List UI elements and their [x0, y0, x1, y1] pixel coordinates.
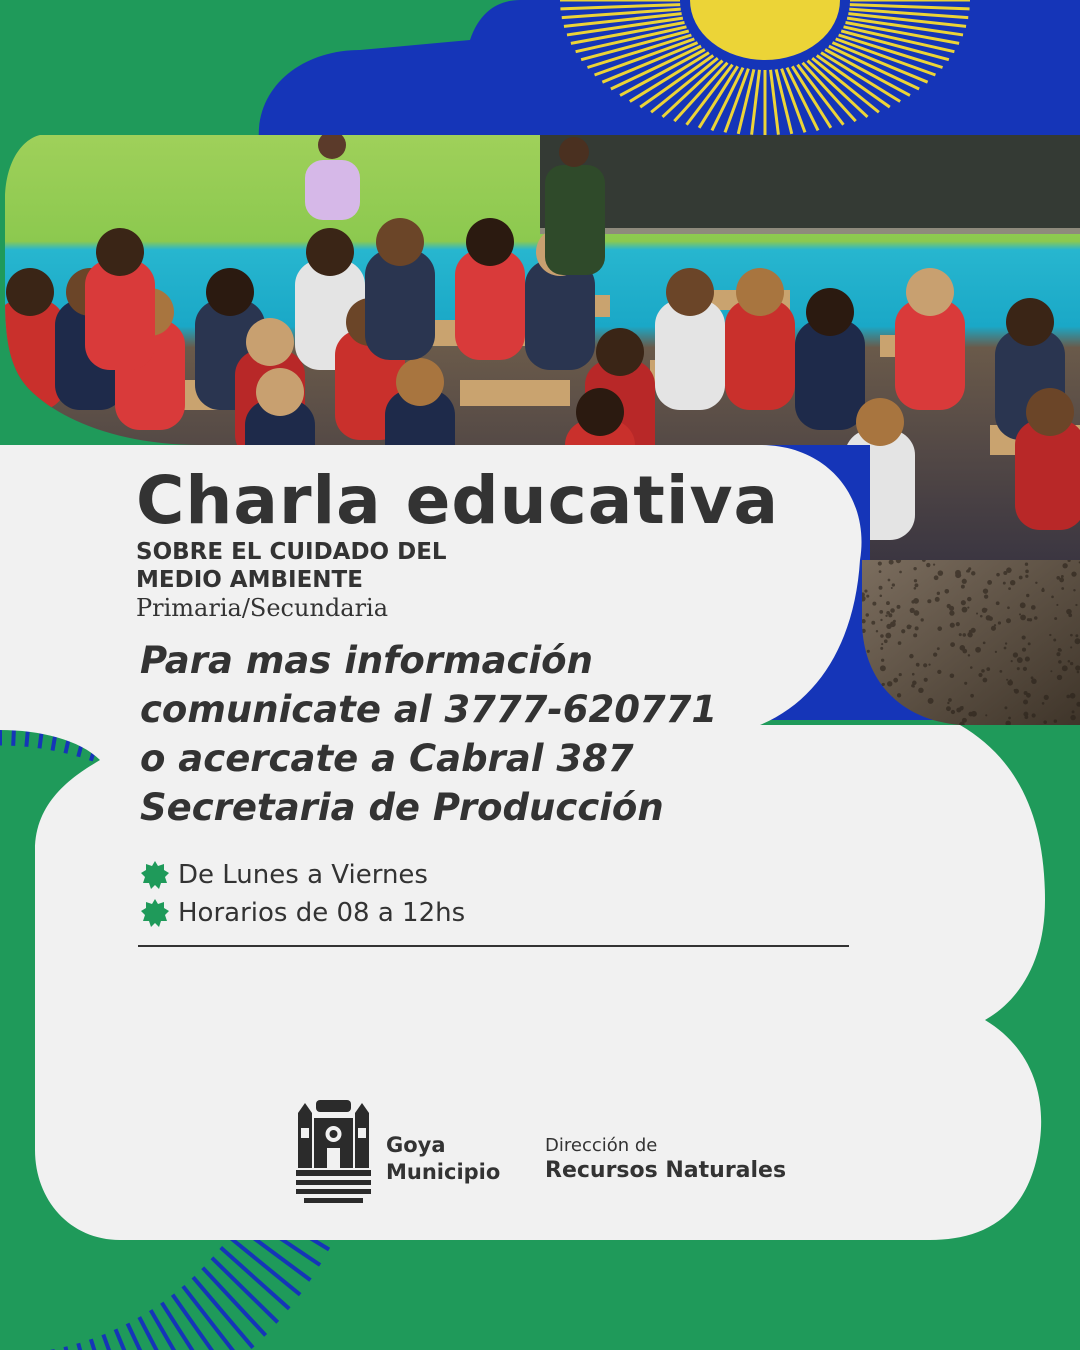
logo-name-line-2: Municipio — [386, 1160, 501, 1184]
info-line-2: comunicate al 3777-620771 — [140, 688, 718, 731]
goya-municipio-logo — [296, 1098, 371, 1208]
logo-name-line-1: Goya — [386, 1133, 446, 1157]
badge-bullet-icon — [140, 860, 170, 890]
info-line-4: Secretaria de Producción — [140, 786, 664, 829]
schedule-hours: Horarios de 08 a 12hs — [178, 898, 466, 928]
schedule-list — [140, 856, 465, 932]
church-emblem-icon — [296, 1098, 371, 1208]
education-level: Primaria/Secundaria — [136, 594, 389, 622]
subtitle-line-1: SOBRE EL CUIDADO DEL — [136, 539, 447, 565]
divider — [138, 945, 849, 947]
info-line-1: Para mas información — [140, 639, 593, 682]
subtitle-line-2: MEDIO AMBIENTE — [136, 567, 363, 593]
subtitle — [136, 538, 556, 594]
page-title: Charla educativa — [136, 462, 780, 539]
badge-bullet-icon — [140, 898, 170, 928]
schedule-item — [140, 856, 465, 894]
contact-info — [140, 636, 760, 832]
schedule-item — [140, 894, 465, 932]
info-line-3: o acercate a Cabral 387 — [140, 737, 634, 780]
department-name: Recursos Naturales — [545, 1158, 787, 1183]
municipality-name — [386, 1132, 500, 1186]
department-label: Dirección de — [545, 1135, 658, 1156]
schedule-days: De Lunes a Viernes — [178, 860, 428, 890]
